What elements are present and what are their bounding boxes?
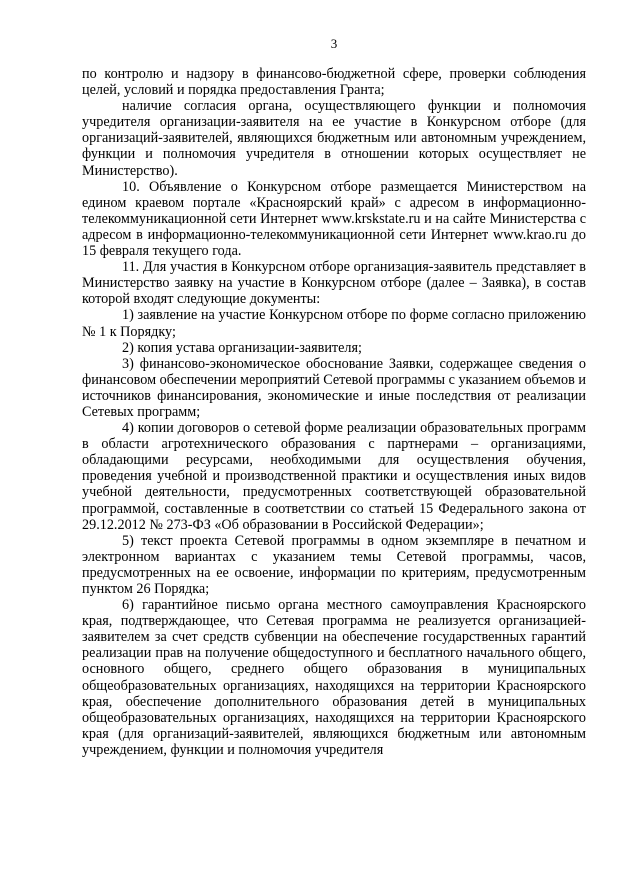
document-body (82, 66, 586, 758)
paragraph-continuation: по контролю и надзору в финансово-бюджетной сфере, проверки соблюдения целей, условий и порядка предоставления Гранта; (82, 66, 586, 99)
list-item-6: 6) гарантийное письмо органа местного самоуправления Красноярского края, подтверждающее, что Сетевая программа не реализуется организацией-заявителем за счет средств субвенции на обеспечение государственных гарантий реализации прав на получение общедоступного и бесплатного начального общего, основного общего, среднего общего образования в муниципальных общеобразовательных организациях, находящихся на территории Красноярского края, обеспечение дополнительного образования детей в муниципальных общеобразовательных организациях, находящихся на территории Красноярского края (для организаций-заявителей, являющихся бюджетным или автономным учреждением, функции и полномочия учредителя (82, 597, 586, 758)
page-number: 3 (330, 36, 338, 51)
paragraph-11-application: 11. Для участия в Конкурсном отборе организация-заявитель представляет в Министерство заявку на участие в Конкурсном отборе (далее – Заявка), в состав которой входят следующие документы: (82, 259, 586, 308)
list-item-5: 5) текст проекта Сетевой программы в одном экземпляре в печатном и электронном вариантах с указанием темы Сетевой программы, часов, предусмотренных на ее освоение, информации по критериям, предусмотренным пунктом 26 Порядка; (82, 532, 586, 597)
list-item-3: 3) финансово-экономическое обоснование Заявки, содержащее сведения о финансовом обеспечении мероприятий Сетевой программы с указанием объемов и источников финансирования, экономические и иные последствия от реализации Сетевых программ; (82, 355, 586, 420)
list-item-4: 4) копии договоров о сетевой форме реализации образовательных программ в области агротехнического образования с партнерами – организациями, обладающими ресурсами, необходимыми для осуществления обучения, проведения учебной и производственной практики и осуществления иных видов учебной деятельности, предусмотренных соответствующей образовательной программой, составленные в соответствии со статьей 15 Федерального закона от 29.12.2012 № 273-ФЗ «Об образовании в Российской Федерации»; (82, 420, 586, 533)
paragraph-consent: наличие согласия органа, осуществляющего функции и полномочия учредителя организации-заявителя на ее участие в Конкурсном отборе (для организаций-заявителей, являющихся бюджетным или автономным учреждением, функции и полномочия учредителя в отношении которых осуществляет не Министерство). (82, 98, 586, 179)
list-item-1: 1) заявление на участие Конкурсном отборе по форме согласно приложению № 1 к Порядку; (82, 307, 586, 340)
list-item-2: 2) копия устава организации-заявителя; (122, 339, 362, 356)
paragraph-10-announcement: 10. Объявление о Конкурсном отборе размещается Министерством на едином краевом портале «Красноярский край» с адресом в информационно-телекоммуникационной сети Интернет www.krskstate.ru и на сайте Министерства с адресом в информационно-телекоммуникационной сети Интернет www.krao.ru до 15 февраля текущего года. (82, 178, 586, 260)
